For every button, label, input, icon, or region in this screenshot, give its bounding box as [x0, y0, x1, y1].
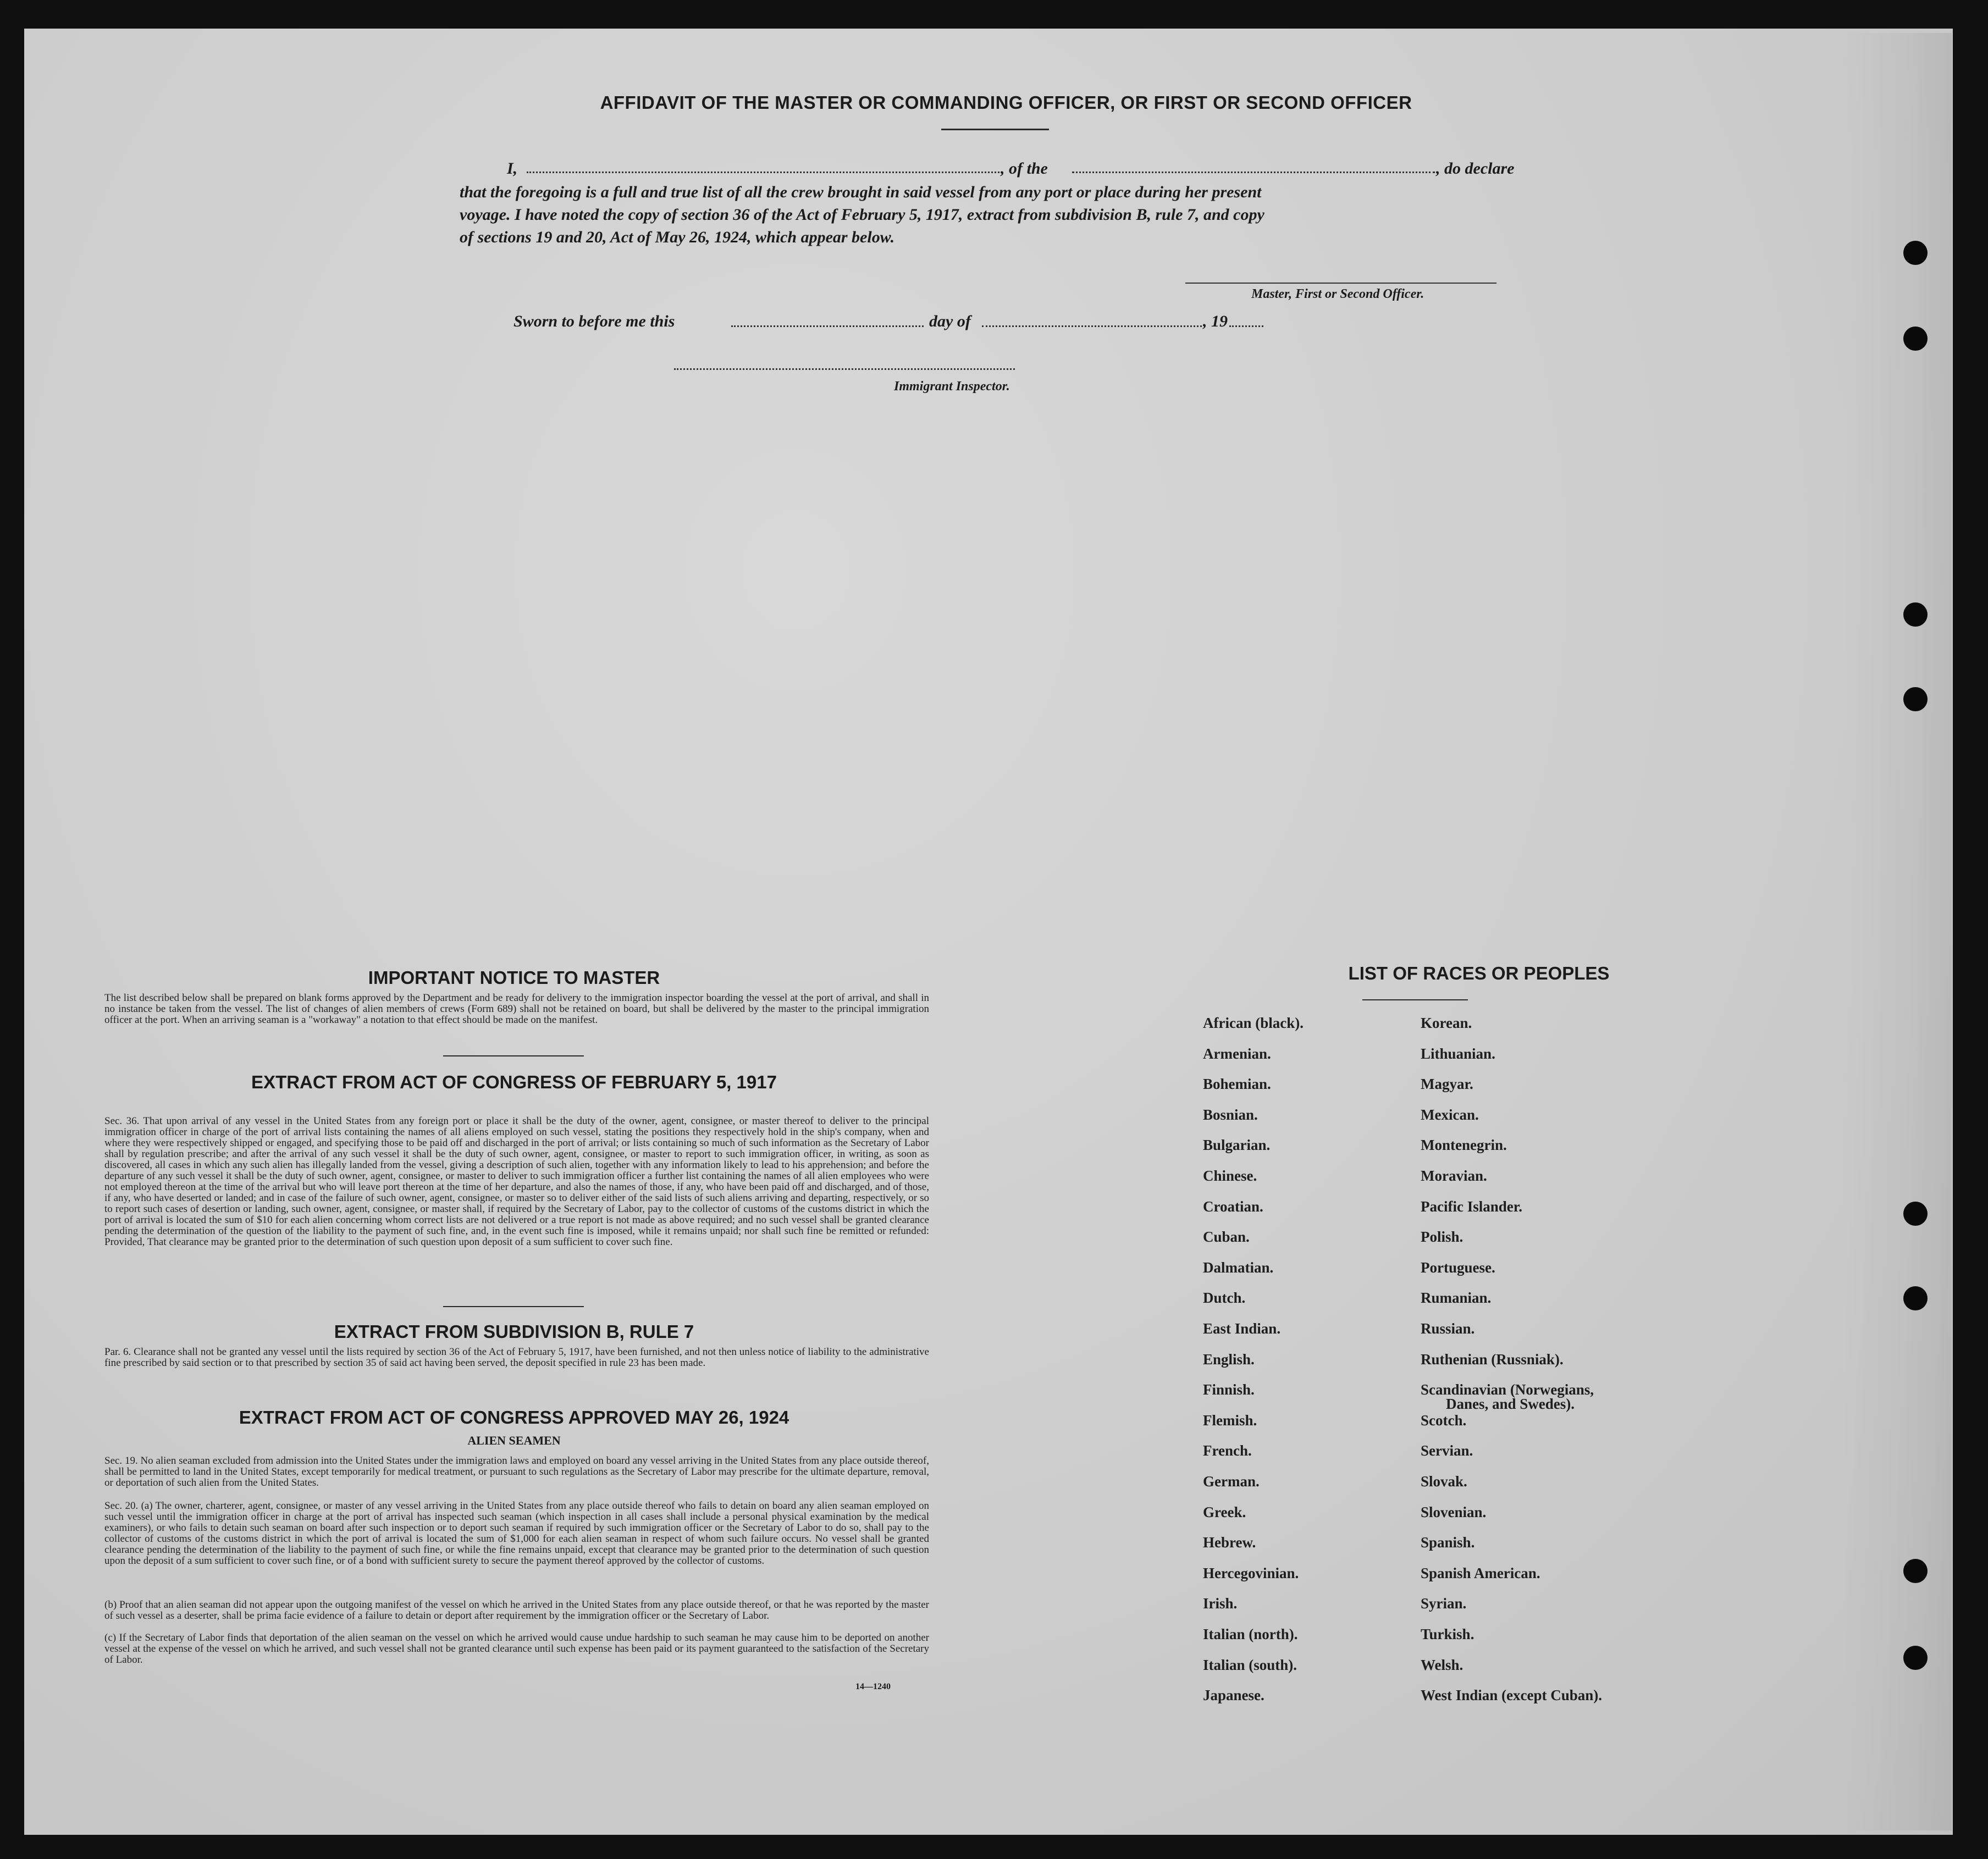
race-item: Chinese.: [1203, 1168, 1257, 1184]
vessel-name-field[interactable]: [1072, 171, 1435, 173]
race-item: Italian (south).: [1203, 1657, 1297, 1673]
sworn-month-field[interactable]: [982, 325, 1202, 327]
inspector-signature-line[interactable]: [674, 368, 1015, 370]
race-item: Mexican.: [1421, 1106, 1479, 1123]
sworn-year-field[interactable]: [1229, 325, 1263, 327]
divider: [941, 129, 1049, 130]
affidavit-title: AFFIDAVIT OF THE MASTER OR COMMANDING OFFICER, OR FIRST OR SECOND OFFICER: [600, 92, 1412, 113]
binder-hole: [1903, 1286, 1928, 1310]
race-item: Finnish.: [1203, 1381, 1255, 1398]
races-title: LIST OF RACES OR PEOPLES: [1348, 963, 1610, 983]
binder-hole: [1903, 1559, 1928, 1583]
sworn-day-of-label: day of: [929, 312, 971, 330]
sworn-year-label: , 19: [1203, 312, 1228, 330]
affidavit-i-label: I,: [507, 159, 518, 178]
race-item: Dalmatian.: [1203, 1259, 1274, 1276]
race-item: Greek.: [1203, 1504, 1246, 1520]
race-item: Moravian.: [1421, 1168, 1487, 1184]
race-item: Scotch.: [1421, 1412, 1467, 1429]
race-item: Turkish.: [1421, 1626, 1475, 1642]
extract-1924-sec20b: (b) Proof that an alien seaman did not appear upon the outgoing manifest of the vessel on which he arrived in the United States from any place outside thereof, or that he was reported by the master of such vessel as a deserter, shall be prima facie evidence of a failure to detain or deport after requirement by the immigration officer or the Secretary of Labor.: [104, 1599, 929, 1622]
binder-hole: [1903, 1646, 1928, 1670]
affidavit-of-the-label: , of the: [1001, 159, 1048, 178]
master-signature-caption: Master, First or Second Officer.: [1251, 287, 1424, 301]
race-item: Dutch.: [1203, 1290, 1246, 1306]
race-item: Magyar.: [1421, 1076, 1473, 1092]
race-item: East Indian.: [1203, 1320, 1281, 1337]
race-item: Cuban.: [1203, 1229, 1250, 1245]
race-item: Italian (north).: [1203, 1626, 1298, 1642]
race-item: Welsh.: [1421, 1657, 1464, 1673]
divider: [443, 1055, 584, 1056]
race-item: Polish.: [1421, 1229, 1464, 1245]
race-item: Hebrew.: [1203, 1534, 1256, 1551]
extract-1917-title: EXTRACT FROM ACT OF CONGRESS OF FEBRUARY 5, 1917: [251, 1072, 777, 1092]
extract-1917-body: Sec. 36. That upon arrival of any vessel in the United States from any foreign port or place it shall be the duty of the owner, agent, consignee, or master thereof to deliver to the principal immigration officer in charge of the port of arrival lists containing the names of all aliens employed on such vessel, stating the positions they respectively hold in the ship's company, when and where they were respectively shipped or engaged, and specifying those to be paid off and discharged in the port of arrival; or lists containing so much of such information as the Secretary of Labor shall by regulation prescribe; and after the arrival of any such vessel it shall be the duty of such owner, agent, consignee, or master to report to such immigration officer, in writing, as soon as discovered, all cases in which any such alien has illegally landed from the vessel, giving a description of such alien, together with any information likely to lead to his apprehension; and before the departure of any such vessel it shall be the duty of such owner, agent, consignee, or master to deliver to such immigration officer a further list containing the names of all alien employees who were not employed thereon at the time of the arrival but who will leave port thereon at the time of her departure, and also the names of those, if any, who have been paid off and discharged, and of those, if any, who have deserted or landed; and in case of the failure of such owner, agent, consignee, or master so to deliver either of the said lists of such aliens arriving and departing, respectively, or so to report such cases of desertion or landing, such owner, agent, consignee, or master shall, if required by the Secretary of Labor, pay to the collector of customs of the customs district in which the port of arrival is located the sum of $10 for each alien concerning whom correct lists are not delivered or a true report is not made as above required; and no such vessel shall be granted clearance pending the determination of the question of the liability to the payment of such fine, and, in the event such fine is imposed, while it remains unpaid; nor shall such fine be remitted or refunded: Provided, That clearance may be granted prior to the determination of such question upon deposit of a sum sufficient to cover such fine.: [104, 1115, 929, 1248]
binder-hole: [1903, 687, 1928, 711]
extract-1924-sec20c: (c) If the Secretary of Labor finds that deportation of the alien seaman on the vessel on which he arrived would cause undue hardship to such seaman he may cause him to be deported on another vessel at the expense of the vessel on which he arrived, and such vessel shall not be granted clearance until such expense has been paid or its payment guaranteed to the satisfaction of the Secretary of Labor.: [104, 1632, 929, 1666]
race-item: Lithuanian.: [1421, 1045, 1495, 1062]
race-item: Irish.: [1203, 1595, 1238, 1612]
binder-hole: [1903, 327, 1928, 351]
race-item: Slovenian.: [1421, 1504, 1487, 1520]
race-item: English.: [1203, 1351, 1255, 1368]
race-item: Rumanian.: [1421, 1290, 1492, 1306]
race-item: Bohemian.: [1203, 1076, 1271, 1092]
extract-1924-subtitle: ALIEN SEAMEN: [467, 1434, 561, 1447]
notice-title: IMPORTANT NOTICE TO MASTER: [368, 967, 660, 988]
race-item: Korean.: [1421, 1015, 1472, 1031]
race-scandinavian-continuation: Danes, and Swedes).: [1446, 1396, 1575, 1412]
page-edge-shadow: [1842, 33, 1952, 1830]
race-item: Ruthenian (Russniak).: [1421, 1351, 1564, 1368]
affidavit-line-2: that the foregoing is a full and true list of all the crew brought in said vessel from any port or place during her present: [460, 183, 1262, 201]
race-item: African (black).: [1203, 1015, 1304, 1031]
sworn-label: Sworn to before me this: [513, 312, 675, 330]
affidavit-line-3: voyage. I have noted the copy of section 36 of the Act of February 5, 1917, extract from subdivision B, rule 7, and copy: [460, 206, 1264, 224]
sworn-day-field[interactable]: [731, 325, 924, 327]
rule7-title: EXTRACT FROM SUBDIVISION B, RULE 7: [334, 1321, 694, 1342]
binder-hole: [1903, 241, 1928, 265]
inspector-caption: Immigrant Inspector.: [894, 379, 1010, 394]
extract-1924-sec19: Sec. 19. No alien seaman excluded from admission into the United States under the immigration laws and employed on board any vessel arriving in the United States from any place outside thereof, shall be permitted to land in the United States, except temporarily for medical treatment, or pursuant to such regulations as the Secretary of Labor may prescribe for the ultimate departure, removal, or deportation of such alien from the United States.: [104, 1455, 929, 1489]
form-number: 14—1240: [855, 1682, 891, 1691]
race-item: Bosnian.: [1203, 1106, 1258, 1123]
race-item: Flemish.: [1203, 1412, 1257, 1429]
binder-hole: [1903, 1202, 1928, 1226]
race-item: Spanish American.: [1421, 1565, 1540, 1581]
extract-1924-title: EXTRACT FROM ACT OF CONGRESS APPROVED MAY 26, 1924: [239, 1407, 789, 1428]
race-item: Slovak.: [1421, 1473, 1467, 1490]
race-item: Servian.: [1421, 1442, 1473, 1459]
affidavit-line-4: of sections 19 and 20, Act of May 26, 1924, which appear below.: [460, 228, 895, 246]
affidavit-declare-label: , do declare: [1436, 159, 1515, 178]
divider: [443, 1306, 584, 1307]
race-item: Croatian.: [1203, 1198, 1263, 1215]
race-item: French.: [1203, 1442, 1252, 1459]
divider: [1362, 999, 1468, 1000]
race-item: German.: [1203, 1473, 1260, 1490]
race-item: Bulgarian.: [1203, 1137, 1271, 1153]
race-item: Russian.: [1421, 1320, 1475, 1337]
master-signature-line[interactable]: [1185, 283, 1496, 284]
race-item: Portuguese.: [1421, 1259, 1495, 1276]
race-item: Spanish.: [1421, 1534, 1475, 1551]
rule7-body: Par. 6. Clearance shall not be granted any vessel until the lists required by section 36 of the Act of February 5, 1917, have been furnished, and not then unless notice of liability to the administrative fine prescribed by said section or to that prescribed by section 35 of said act having been served, the deposit specified in rule 23 has been made.: [104, 1346, 929, 1369]
race-item: Scandinavian (Norwegians,: [1421, 1381, 1594, 1398]
master-name-field[interactable]: [527, 171, 999, 173]
binder-hole: [1903, 602, 1928, 627]
extract-1924-sec20a: Sec. 20. (a) The owner, charterer, agent, consignee, or master of any vessel arriving in the United States from any place outside thereof who fails to detain on board any alien seaman employed on such vessel until the immigration officer in charge at the port of arrival has inspected such seaman (which inspection in all cases shall include a personal physical examination by the medical examiners), or who fails to detain such seaman on board after such inspection or to deport such seaman if required by such immigration officer or the Secretary of Labor to do so, shall pay to the collector of customs of the customs district in which the port of arrival is located the sum of $1,000 for each alien seaman in respect of whom such failure occurs. No vessel shall be granted clearance pending the determination of the liability to the payment of such fine, or while the fine remains unpaid, except that clearance may be granted prior to the determination of such question upon the deposit of a sum sufficient to cover such fine, or of a bond with sufficient surety to secure the payment thereof approved by the collector of customs.: [104, 1500, 929, 1567]
race-item: Pacific Islander.: [1421, 1198, 1522, 1215]
notice-body: The list described below shall be prepared on blank forms approved by the Department and be ready for delivery to the immigration inspector boarding the vessel at the port of arrival, and shall in no instance be taken from the vessel. The list of changes of alien members of crews (Form 689) shall not be retained on board, but shall be delivered by the master to the principal immigration officer at the port. When an arriving seaman is a "workaway" a notation to that effect should be made on the manifest.: [104, 992, 929, 1026]
race-item: Montenegrin.: [1421, 1137, 1507, 1153]
race-item: West Indian (except Cuban).: [1421, 1687, 1603, 1703]
race-item: Hercegovinian.: [1203, 1565, 1299, 1581]
race-item: Japanese.: [1203, 1687, 1264, 1703]
race-item: Armenian.: [1203, 1045, 1271, 1062]
race-item: Syrian.: [1421, 1595, 1467, 1612]
